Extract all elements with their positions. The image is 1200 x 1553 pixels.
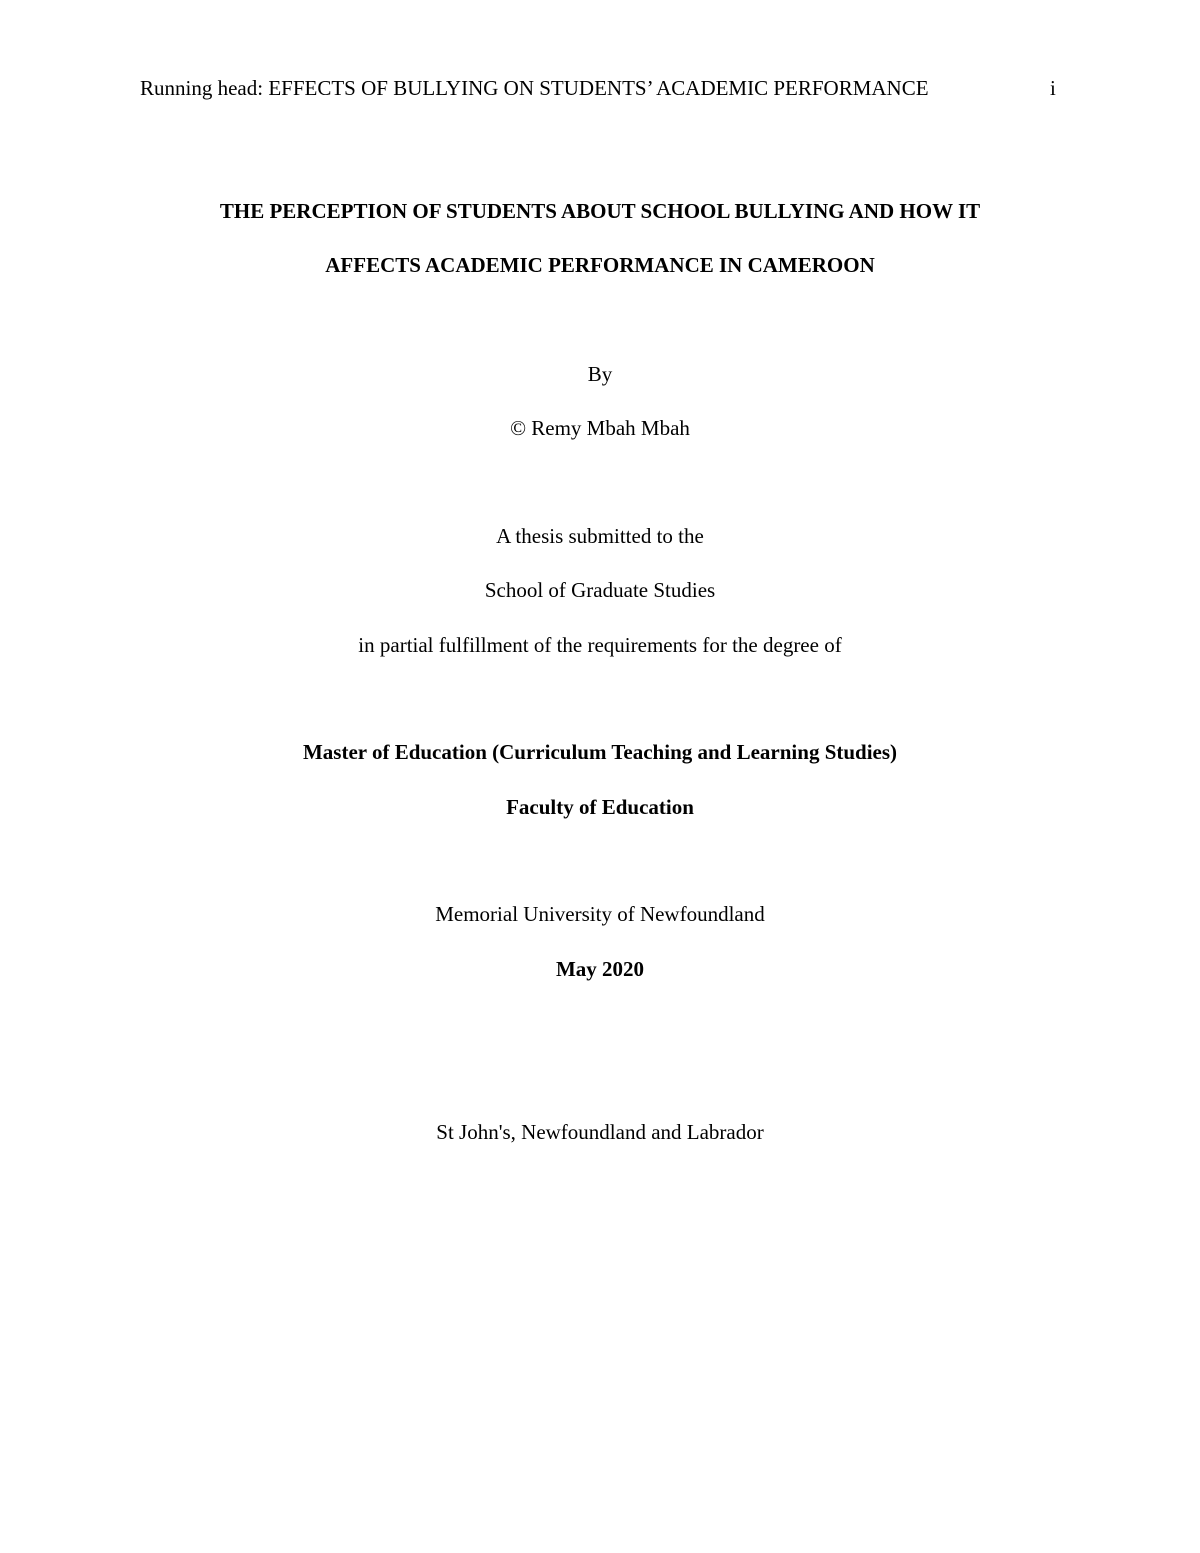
submission-line-3: in partial fulfillment of the requirements for the degree of xyxy=(358,633,842,657)
by-label: By xyxy=(587,362,613,386)
faculty-name: Faculty of Education xyxy=(506,795,694,819)
page-number: i xyxy=(1050,76,1056,100)
university-name: Memorial University of Newfoundland xyxy=(435,902,765,926)
submission-line-2: School of Graduate Studies xyxy=(484,578,716,602)
running-head: Running head: EFFECTS OF BULLYING ON STUDENTS’ ACADEMIC PERFORMANCE xyxy=(140,76,929,100)
author-name: © Remy Mbah Mbah xyxy=(510,416,690,440)
thesis-title-line-2: AFFECTS ACADEMIC PERFORMANCE IN CAMEROON xyxy=(325,253,875,277)
degree-name: Master of Education (Curriculum Teaching and Learning Studies) xyxy=(302,740,898,764)
submission-date: May 2020 xyxy=(555,957,645,981)
location: St John's, Newfoundland and Labrador xyxy=(436,1120,764,1144)
thesis-title-line-1: THE PERCEPTION OF STUDENTS ABOUT SCHOOL BULLYING AND HOW IT xyxy=(219,199,981,223)
submission-line-1: A thesis submitted to the xyxy=(496,524,704,548)
